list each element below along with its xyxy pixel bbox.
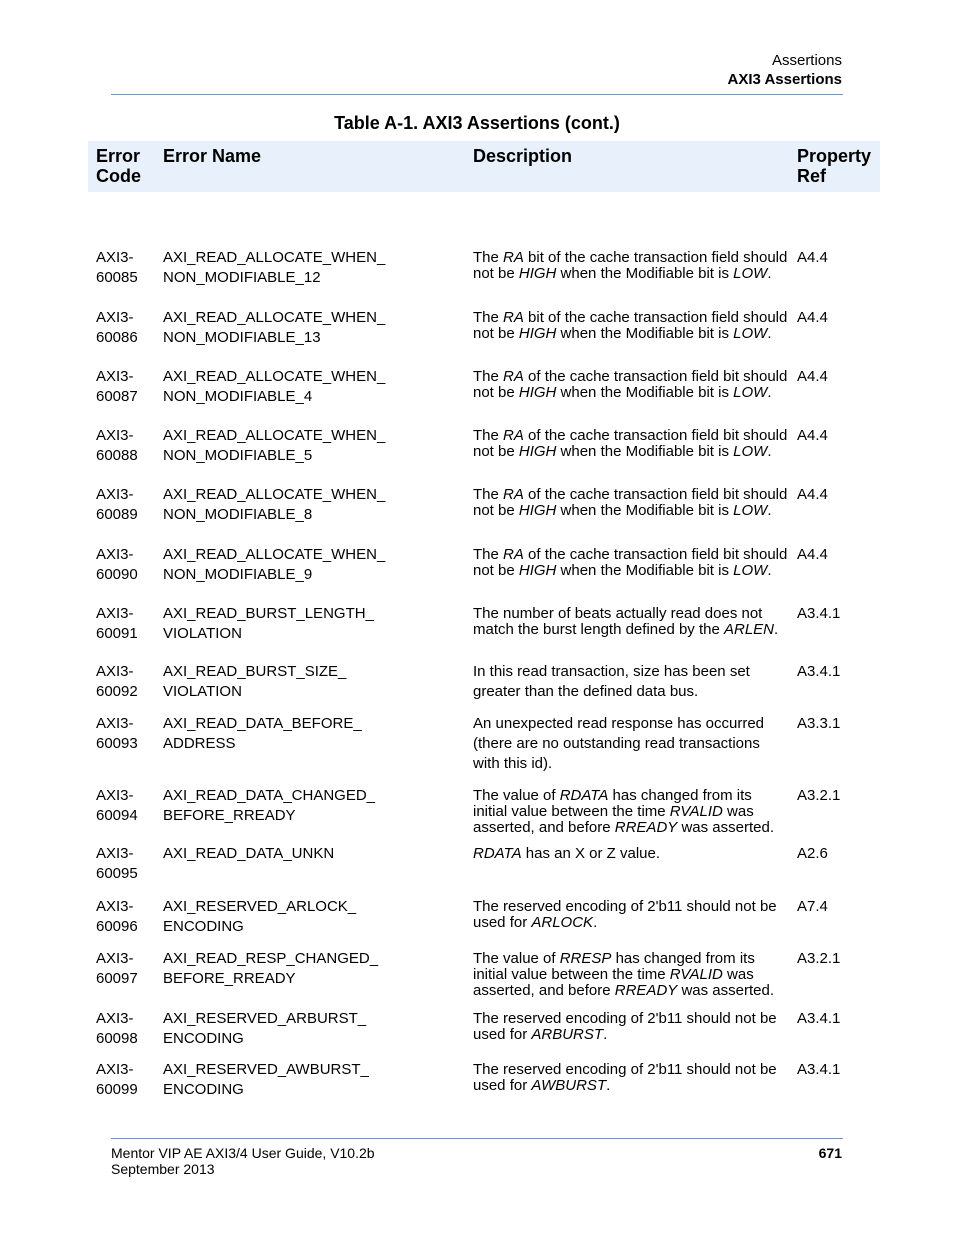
error-name-line: AXI_RESERVED_ARBURST_ — [163, 1010, 367, 1027]
signal-name: RA — [503, 427, 524, 444]
error-name-cell — [155, 786, 465, 836]
error-name-cell — [155, 248, 465, 288]
error-name-cell — [155, 485, 465, 525]
col-header-description: Description — [473, 146, 573, 166]
description-text: when the Modifiable bit is — [556, 325, 734, 342]
table-row — [88, 844, 880, 884]
running-header — [728, 51, 843, 89]
error-name-cell — [155, 662, 465, 702]
error-code-line: 60088 — [96, 447, 138, 464]
description-cell — [465, 897, 789, 937]
description-text: when the Modifiable bit is — [556, 562, 734, 579]
col-header-error-code: Error Code — [96, 146, 141, 186]
signal-name: LOW — [733, 265, 768, 282]
error-code-cell — [88, 949, 155, 999]
description-cell — [465, 1060, 789, 1100]
error-code-line: AXI3- — [96, 486, 134, 503]
description-text: . — [767, 502, 772, 519]
error-name-line: AXI_READ_DATA_UNKN — [163, 845, 335, 862]
error-code-line: AXI3- — [96, 605, 134, 622]
error-name-line: NON_MODIFIABLE_4 — [163, 388, 313, 405]
error-name-line: AXI_READ_ALLOCATE_WHEN_ — [163, 427, 386, 444]
signal-name: HIGH — [518, 265, 557, 282]
description-text: when the Modifiable bit is — [556, 443, 734, 460]
description-text: The — [473, 309, 504, 326]
signal-name: ARLEN — [724, 621, 775, 638]
signal-name: RA — [503, 249, 524, 266]
property-ref-cell: A7.4 — [797, 898, 828, 915]
error-name-line: NON_MODIFIABLE_13 — [163, 329, 321, 346]
error-code-line: AXI3- — [96, 368, 134, 385]
table-title: Table A-1. AXI3 Assertions (cont.) — [334, 113, 620, 133]
description-text: The value of — [473, 950, 560, 967]
description-text: The — [473, 486, 504, 503]
error-code-line: 60089 — [96, 506, 138, 523]
description-text: has changed from its initial value between the time — [473, 950, 755, 983]
error-name-line: ENCODING — [163, 1030, 244, 1047]
property-ref-cell: A4.4 — [797, 249, 828, 266]
description-text: . — [767, 443, 772, 460]
description-cell — [465, 367, 789, 407]
signal-name: RRESP — [559, 950, 612, 967]
property-ref-cell: A4.4 — [797, 546, 828, 563]
signal-name: AWBURST — [531, 1077, 607, 1094]
table-row — [88, 248, 880, 288]
error-code-cell — [88, 308, 155, 348]
property-ref-cell: A4.4 — [797, 486, 828, 503]
property-ref-cell: A3.4.1 — [797, 1061, 841, 1078]
description-cell — [465, 308, 789, 348]
error-name-cell — [155, 949, 465, 999]
table-header-row — [88, 141, 880, 192]
error-name-line: ENCODING — [163, 918, 244, 935]
table-row — [88, 786, 880, 836]
property-ref-cell: A3.4.1 — [797, 605, 841, 622]
error-code-cell — [88, 604, 155, 644]
error-code-cell — [88, 662, 155, 702]
signal-name: RDATA — [559, 787, 609, 804]
description-text: . — [606, 1077, 611, 1094]
footer-rule — [111, 1138, 843, 1139]
col-header-property-ref: Property Ref — [797, 146, 872, 186]
description-text: . — [774, 621, 779, 638]
description-text: The value of — [473, 787, 560, 804]
error-name-line: NON_MODIFIABLE_8 — [163, 506, 313, 523]
description-text: of the cache transaction field bit should not be — [473, 486, 788, 519]
error-name-line: AXI_READ_RESP_CHANGED_ — [163, 950, 379, 967]
error-code-line: AXI3- — [96, 309, 134, 326]
error-code-line: 60090 — [96, 566, 138, 583]
error-name-cell — [155, 844, 465, 884]
error-name-cell — [155, 1009, 465, 1049]
error-name-line: AXI_RESERVED_ARLOCK_ — [163, 898, 357, 915]
footer-guide-title: Mentor VIP AE AXI3/4 User Guide, V10.2b — [111, 1145, 375, 1161]
error-code-line: 60096 — [96, 918, 138, 935]
table-row — [88, 714, 880, 774]
error-code-line: 60086 — [96, 329, 138, 346]
error-name-line: BEFORE_RREADY — [163, 970, 296, 987]
error-name-line: ENCODING — [163, 1081, 244, 1098]
signal-name: ARBURST — [531, 1026, 604, 1043]
description-text: . — [593, 914, 598, 931]
error-code-line: 60091 — [96, 625, 138, 642]
error-code-cell — [88, 786, 155, 836]
error-code-line: AXI3- — [96, 845, 134, 862]
signal-name: LOW — [733, 384, 768, 401]
error-code-cell — [88, 485, 155, 525]
description-text: The — [473, 368, 504, 385]
error-code-line: AXI3- — [96, 546, 134, 563]
signal-name: RA — [503, 486, 524, 503]
error-name-line — [163, 864, 465, 884]
header-rule — [111, 94, 843, 95]
description-text: was asserted, and before — [473, 803, 754, 836]
property-ref-cell: A4.4 — [797, 368, 828, 385]
table-row — [88, 662, 880, 702]
signal-name: RREADY — [614, 982, 678, 999]
signal-name: LOW — [733, 443, 768, 460]
error-code-line: 60098 — [96, 1030, 138, 1047]
signal-name: HIGH — [518, 325, 557, 342]
signal-name: HIGH — [518, 502, 557, 519]
error-code-line: AXI3- — [96, 950, 134, 967]
description-cell — [465, 1009, 789, 1049]
signal-name: HIGH — [518, 562, 557, 579]
error-code-line: AXI3- — [96, 427, 134, 444]
description-text: The — [473, 249, 504, 266]
error-code-line: 60095 — [96, 865, 138, 882]
table-row — [88, 545, 880, 585]
error-code-line: AXI3- — [96, 1061, 134, 1078]
error-name-line: AXI_READ_DATA_BEFORE_ — [163, 715, 362, 732]
description-text: was asserted. — [677, 819, 774, 836]
description-text: has an X or Z value. — [521, 845, 661, 862]
description-text: of the cache transaction field bit should not be — [473, 427, 788, 460]
error-code-cell — [88, 426, 155, 466]
error-name-line: BEFORE_RREADY — [163, 807, 296, 824]
table-row — [88, 604, 880, 644]
description-text: when the Modifiable bit is — [556, 502, 734, 519]
table-row — [88, 308, 880, 348]
property-ref-cell: A3.2.1 — [797, 787, 841, 804]
table-row — [88, 1009, 880, 1049]
error-name-line: ADDRESS — [163, 735, 236, 752]
description-cell — [465, 786, 789, 836]
description-cell — [465, 426, 789, 466]
error-name-cell — [155, 426, 465, 466]
property-ref-cell: A3.3.1 — [797, 715, 841, 732]
description-text: bit of the cache transaction field should not be — [473, 309, 788, 342]
error-name-line: AXI_READ_ALLOCATE_WHEN_ — [163, 309, 386, 326]
description-text: . — [767, 562, 772, 579]
error-name-line: NON_MODIFIABLE_5 — [163, 447, 313, 464]
assertions-table — [88, 141, 880, 1098]
error-code-line: AXI3- — [96, 663, 134, 680]
description-text: The reserved encoding of 2'b11 should not be used for — [473, 898, 777, 931]
error-name-line: AXI_RESERVED_AWBURST_ — [163, 1061, 369, 1078]
property-ref-cell: A2.6 — [797, 845, 828, 862]
error-name-line: NON_MODIFIABLE_9 — [163, 566, 313, 583]
error-code-line: AXI3- — [96, 1010, 134, 1027]
error-name-line: VIOLATION — [163, 625, 242, 642]
error-name-cell — [155, 367, 465, 407]
description-text: of the cache transaction field bit should not be — [473, 368, 788, 401]
description-text: when the Modifiable bit is — [556, 384, 734, 401]
error-code-line: 60097 — [96, 970, 138, 987]
error-code-line: 60087 — [96, 388, 138, 405]
description-text: when the Modifiable bit is — [556, 265, 734, 282]
description-cell — [465, 714, 789, 774]
error-code-line: 60085 — [96, 269, 138, 286]
error-code-cell — [88, 1060, 155, 1100]
description-text: The reserved encoding of 2'b11 should not be used for — [473, 1061, 777, 1094]
description-cell — [465, 248, 789, 288]
error-code-line: 60092 — [96, 683, 138, 700]
footer-info — [111, 1145, 375, 1177]
error-code-line: 60093 — [96, 735, 138, 752]
signal-name: RA — [503, 368, 524, 385]
description-text: . — [603, 1026, 608, 1043]
description-text: was asserted. — [677, 982, 774, 999]
error-name-line: AXI_READ_ALLOCATE_WHEN_ — [163, 368, 386, 385]
error-name-line: AXI_READ_BURST_SIZE_ — [163, 663, 347, 680]
error-name-line: AXI_READ_ALLOCATE_WHEN_ — [163, 546, 386, 563]
signal-name: RDATA — [473, 845, 522, 862]
property-ref-cell: A4.4 — [797, 309, 828, 326]
description-text: . — [767, 325, 772, 342]
error-name-line: AXI_READ_ALLOCATE_WHEN_ — [163, 249, 386, 266]
error-name-cell — [155, 308, 465, 348]
description-text: . — [767, 265, 772, 282]
description-cell — [465, 604, 789, 644]
property-ref-cell: A3.4.1 — [797, 1010, 841, 1027]
error-code-line: AXI3- — [96, 898, 134, 915]
error-code-line: 60099 — [96, 1081, 138, 1098]
error-name-cell — [155, 604, 465, 644]
description-cell — [465, 485, 789, 525]
error-code-cell — [88, 248, 155, 288]
table-row — [88, 367, 880, 407]
description-text: of the cache transaction field bit should not be — [473, 546, 788, 579]
property-ref-cell: A3.4.1 — [797, 663, 841, 680]
error-name-line: AXI_READ_BURST_LENGTH_ — [163, 605, 374, 622]
description-text: was asserted, and before — [473, 966, 754, 999]
error-name-cell — [155, 545, 465, 585]
description-text: bit of the cache transaction field should not be — [473, 249, 788, 282]
error-code-cell — [88, 545, 155, 585]
error-name-line: NON_MODIFIABLE_12 — [163, 269, 321, 286]
description-cell — [465, 949, 789, 999]
description-text: In this read transaction, size has been set greater than the defined data bus. — [473, 663, 750, 700]
description-cell — [465, 545, 789, 585]
footer-date: September 2013 — [111, 1161, 215, 1177]
table-row — [88, 897, 880, 937]
signal-name: HIGH — [518, 443, 557, 460]
error-code-cell — [88, 367, 155, 407]
property-ref-cell: A4.4 — [797, 427, 828, 444]
signal-name: LOW — [733, 325, 768, 342]
error-name-cell — [155, 1060, 465, 1100]
signal-name: LOW — [733, 502, 768, 519]
header-subsection: AXI3 Assertions — [727, 71, 842, 88]
error-code-cell — [88, 897, 155, 937]
signal-name: RVALID — [669, 803, 723, 820]
error-name-cell — [155, 714, 465, 774]
signal-name: RA — [503, 546, 524, 563]
description-cell — [465, 844, 789, 884]
description-text: has changed from its initial value between the time — [473, 787, 752, 820]
signal-name: ARLOCK — [531, 914, 594, 931]
table-row — [88, 426, 880, 466]
error-name-line: VIOLATION — [163, 683, 242, 700]
signal-name: LOW — [733, 562, 768, 579]
error-code-line: AXI3- — [96, 715, 134, 732]
table-row — [88, 485, 880, 525]
error-name-cell — [155, 897, 465, 937]
error-code-cell — [88, 714, 155, 774]
signal-name: HIGH — [518, 384, 557, 401]
error-code-line: AXI3- — [96, 249, 134, 266]
header-section: Assertions — [771, 52, 842, 69]
error-name-line: AXI_READ_DATA_CHANGED_ — [163, 787, 376, 804]
description-text: The number of beats actually read does not match the burst length defined by the — [473, 605, 763, 638]
page-number: 671 — [818, 1145, 842, 1161]
signal-name: RVALID — [669, 966, 723, 983]
table-row — [88, 949, 880, 999]
description-text: . — [767, 384, 772, 401]
description-text: The — [473, 546, 504, 563]
col-header-error-name: Error Name — [163, 146, 262, 166]
description-cell — [465, 662, 789, 702]
error-code-line: 60094 — [96, 807, 138, 824]
property-ref-cell: A3.2.1 — [797, 950, 841, 967]
error-code-line: AXI3- — [96, 787, 134, 804]
description-text: The reserved encoding of 2'b11 should not be used for — [473, 1010, 777, 1043]
description-text: The — [473, 427, 504, 444]
description-text: An unexpected read response has occurred (there are no outstanding read transactions with this id). — [473, 715, 765, 772]
signal-name: RA — [503, 309, 524, 326]
error-code-cell — [88, 1009, 155, 1049]
error-name-line: AXI_READ_ALLOCATE_WHEN_ — [163, 486, 386, 503]
table-row — [88, 1060, 880, 1100]
signal-name: RREADY — [614, 819, 678, 836]
error-code-cell — [88, 844, 155, 884]
